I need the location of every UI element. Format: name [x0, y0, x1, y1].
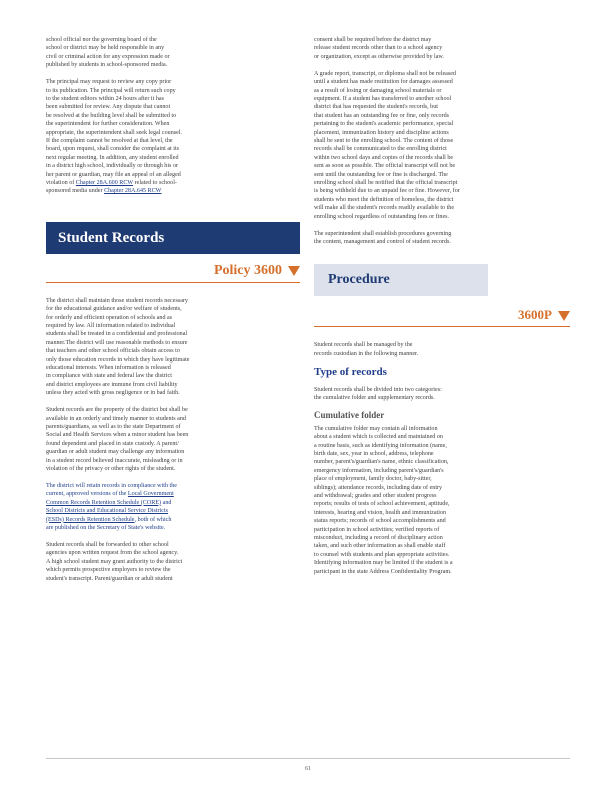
type-of-records-heading: Type of records	[314, 366, 387, 379]
procedure-banner: Procedure	[314, 264, 488, 296]
cumulative-folder-heading: Cumulative folder	[314, 410, 385, 421]
forward-paragraph: Student records shall be forwarded to other school agencies upon written request from the school agency. A high school student may grant authority to the district which permits prospective employers to review the student's transcript. Parent/guardian or adult student	[46, 541, 183, 582]
esd-schedule-link-cont[interactable]: (ESDs) Records Retention Schedule	[46, 516, 135, 523]
retain-paragraph: The district will retain records in compliance with the current, approved versions of the Local Government Common Records Retention Schedule (CORE) and School Districts and Educational Service Districts (ESDs) Records Retention Schedule, both of which are published on the Secretary of State's website.	[46, 482, 177, 531]
policy-number: Policy 3600	[46, 260, 300, 282]
section-banner: Student Records	[46, 222, 300, 254]
rcw-28a645-link[interactable]: Chapter 28A.645 RCW	[104, 188, 162, 195]
core-schedule-link[interactable]: Local Government	[127, 491, 174, 498]
triangle-down-icon	[558, 311, 570, 321]
property-paragraph: Student records are the property of the district but shall be available in an orderly and timely manner to students and parents/guardians, as well as to the state Department of Social and Health Services when a minor student has been found dependent and placed in state custody. A parent/ guardian or adult student may challenge any information in a student record believed inaccurate, misleading or in violation of the privacy or other rights of the student.	[46, 407, 189, 473]
consent-paragraph: consent shall be required before the district may release student records other than to a school agency or organization, except as otherwise provided by law.	[314, 37, 444, 60]
procedure-number: 3600P	[314, 304, 570, 326]
maintain-paragraph: The district shall maintain those student records necessary for the educational guidance and/or welfare of students, for orderly and efficient operation of schools and as required by law. All information related to individual students shall be treated in a confidential and professional manner.The district will use reasonable methods to ensure that teachers and other school officials obtain access to only those education records in which they have legitimate educational interests. When information is released in compliance with state and federal law the district and district employees are immune from civil liability unless they acted with gross negligence or in bad faith.	[46, 297, 190, 397]
triangle-down-icon	[288, 266, 300, 276]
intro-paragraph: school official nor the governing board of the school or district may be held responsible in any civil or criminal action for any expression made or published by students in school-sponsored media.	[46, 37, 170, 69]
left-column	[46, 0, 300, 583]
footer-divider	[46, 758, 570, 759]
esd-schedule-link[interactable]: School Districts and Educational Service Districts	[46, 508, 169, 515]
rcw-28a600-link[interactable]: Chapter 28A.600 RCW	[75, 180, 134, 186]
superintendent-paragraph: The superintendent shall establish procedures governing the content, management and control of student records.	[314, 230, 452, 245]
review-paragraph: The principal may request to review any copy prior to its publication. The principal will return such copy to the student editors within 24 hours after it has been submitted for review. Any dispute that cannot be resolved at the building level shall be submitted to the superintendent for further consideration. When appropriate, the superintendent shall seek legal counsel. If the complaint cannot be resolved at that level, the board, upon request, shall consider the complaint at its next regular meeting. In addition, any student enrolled in a district high school, individually or through his or her parent or guardian, may file an appeal of an alleged violation of Chapter 28A.600 RCW related to school- sponsored media under Chapter 28A.645 RCW	[46, 79, 183, 195]
orange-divider	[314, 326, 570, 327]
managed-paragraph: Student records shall be managed by the records custodian in the following manner.	[314, 342, 419, 357]
cumulative-paragraph: The cumulative folder may contain all information about a student which is collected and maintained on a routine basis, such as identifying information (name, birth date, sex, year in school, address, telephone number, parent's/guardian's name, ethnic classification, emergency information, including parent's/guardian's place of employment, family doctor, baby-sitter, siblings); attendance records, including date of entry and withdrawal; grades and other student progress reports; results of tests of school achievement, aptitude, interests, hearing and vision, health and immunization status reports; records of school accomplishments and participation in school activities; verified reports of misconduct, including a record of disciplinary action taken, and such other information as shall enable staff to counsel with students and plan appropriate activities. Identifying information may be limited if the student is a participant in the state Address Confidentiality Program.	[314, 425, 453, 575]
core-schedule-link-cont[interactable]: Common Records Retention Schedule (CORE)	[46, 499, 162, 506]
right-column	[314, 0, 570, 576]
orange-divider	[46, 282, 300, 283]
divided-paragraph: Student records shall be divided into two categories: the cumulative folder and supplementary records.	[314, 386, 442, 401]
grade-paragraph: A grade report, transcript, or diploma shall not be released until a student has made restitution for damages assessed as a result of losing or damaging school materials or equipment. If a student has transferred to another school district that has requested the student's records, but that student has an outstanding fee or fine, only records pertaining to the student's academic performance, special placement, immunization history and discipline actions shall be sent to the enrolling school. The content of those records shall be communicated to the enrolling district within two school days and copies of the records shall be sent as soon as possible. The official transcript will not be sent until the outstanding fee or fine is discharged. The enrolling school shall be notified that the official transcript is being withheld due to an unpaid fee or fine. However, for students who meet the definition of homeless, the district will make all the student's records readily available to the enrolling school regardless of outstanding fees or fines.	[314, 70, 460, 220]
page-number: 61	[305, 766, 311, 772]
